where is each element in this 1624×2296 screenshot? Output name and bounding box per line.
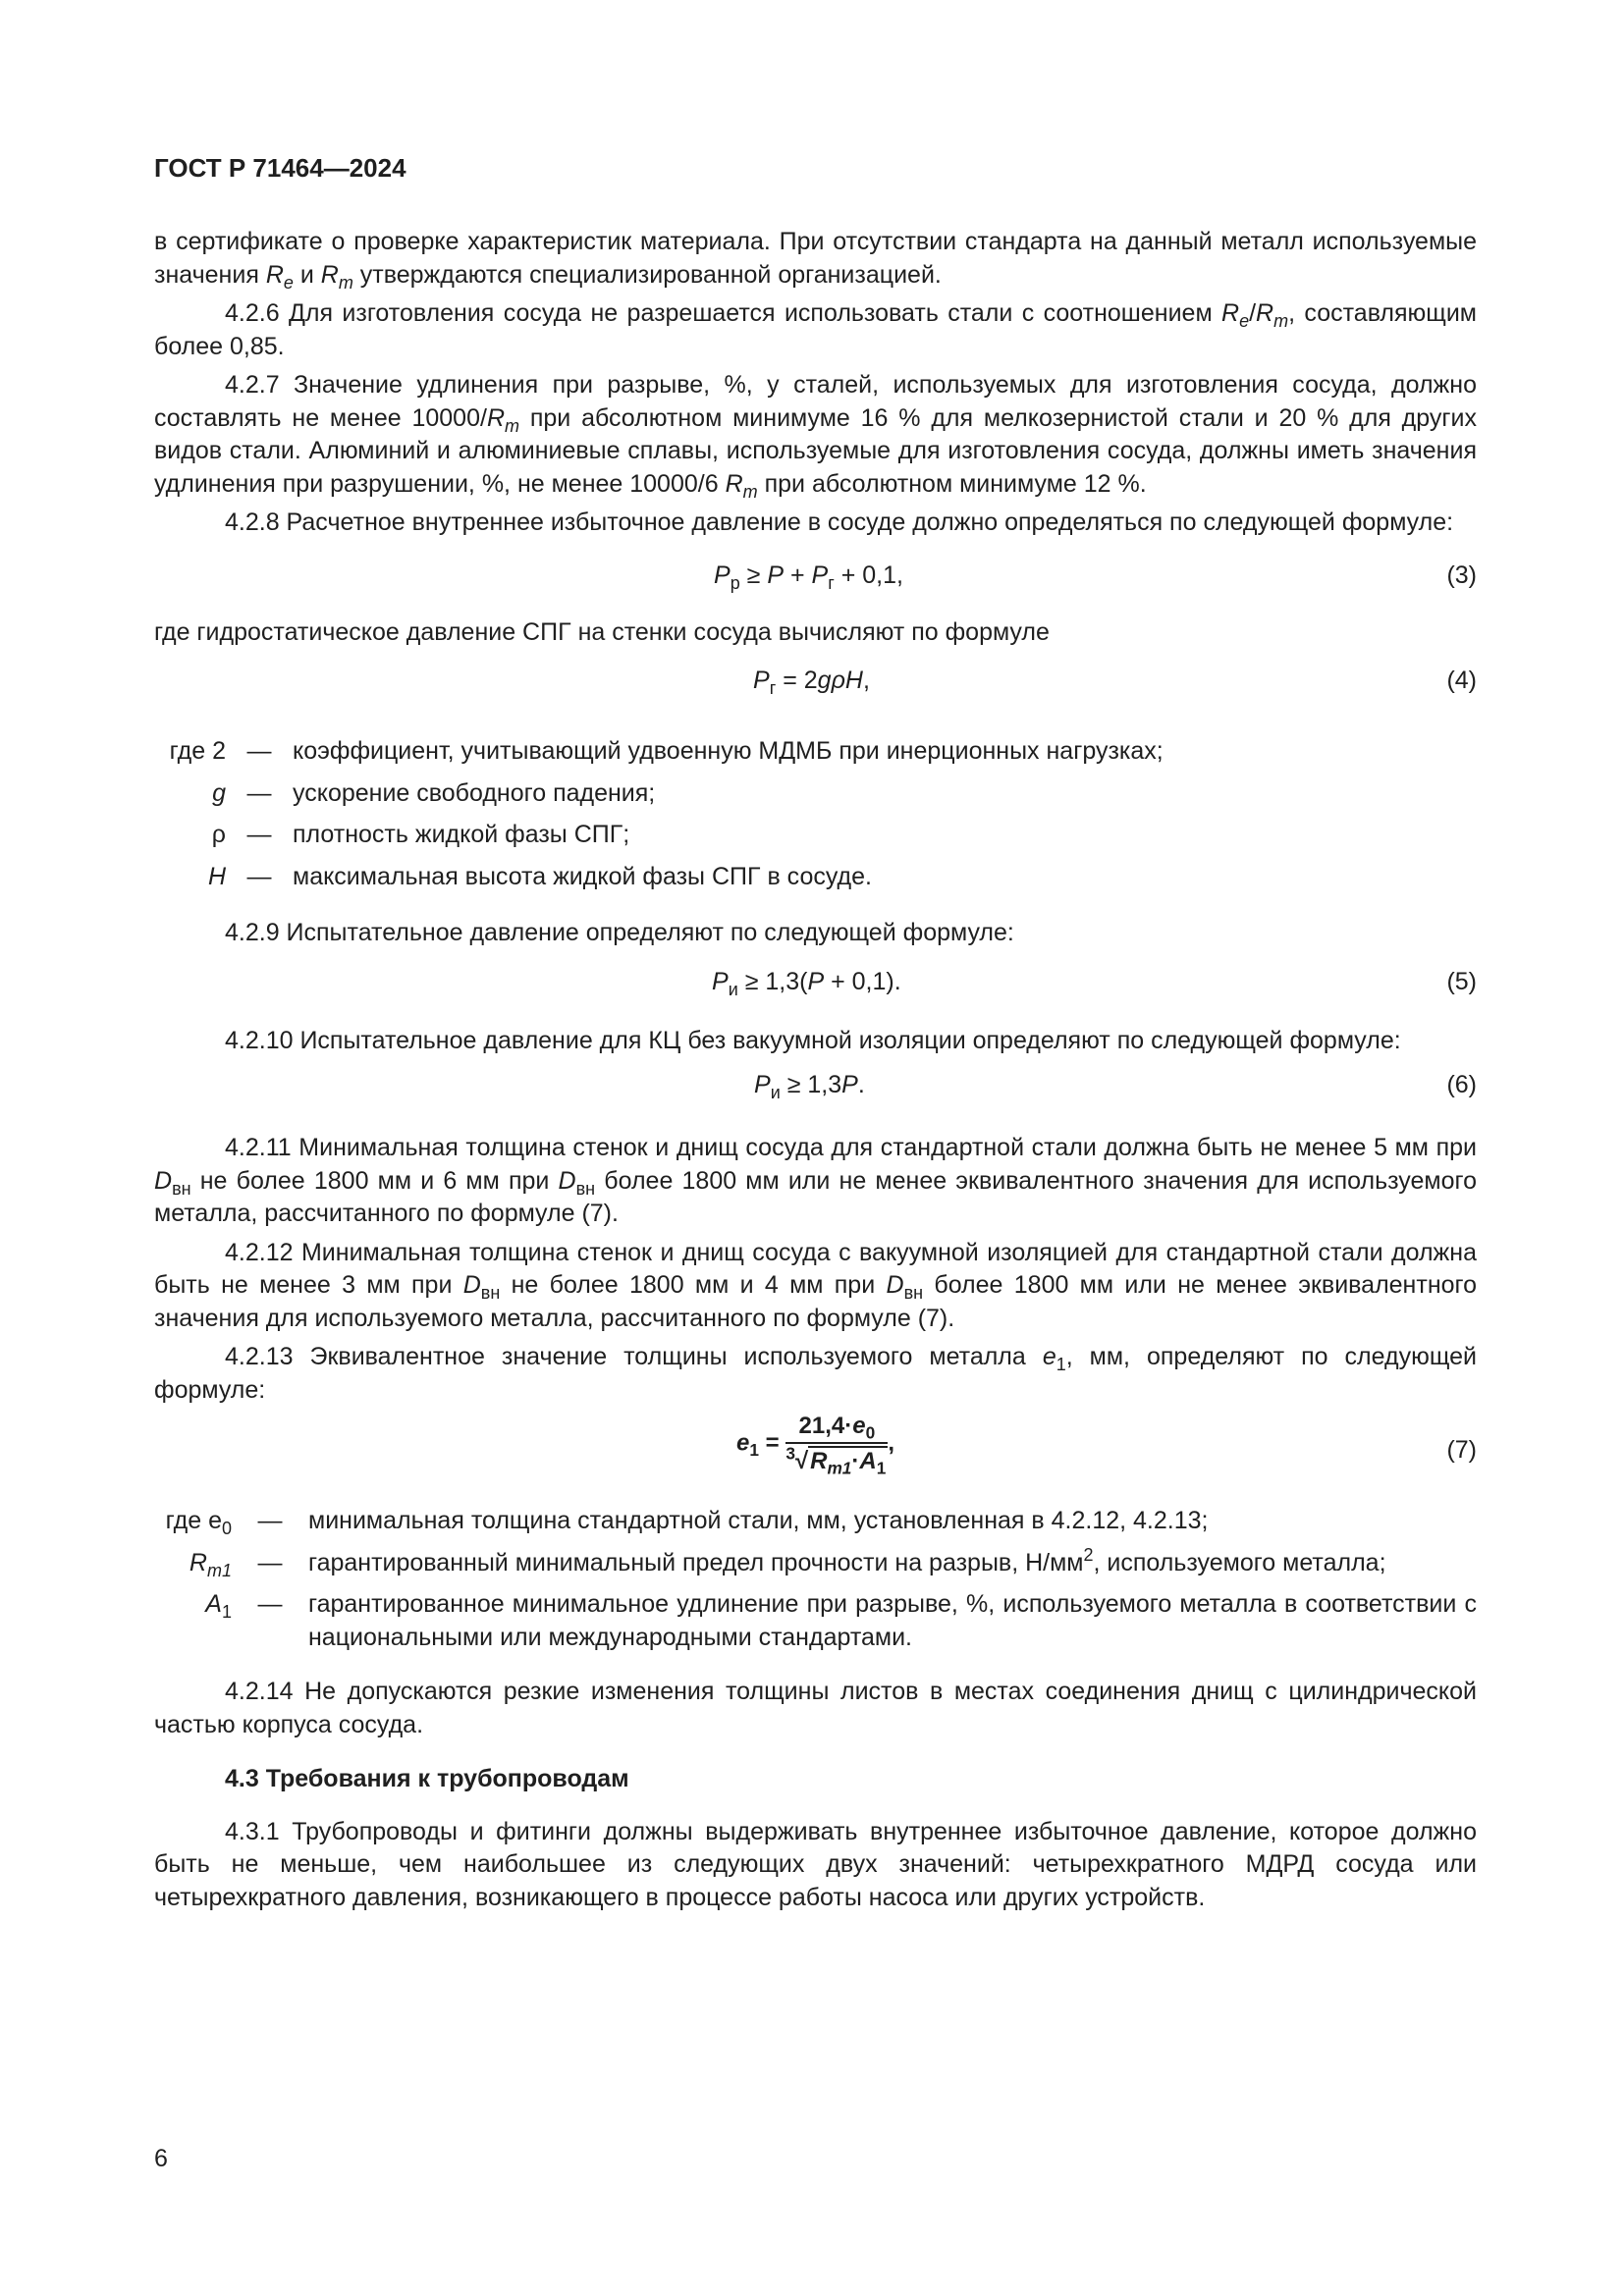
definition-item: ρ — плотность жидкой фазы СПГ; — [211, 821, 630, 848]
definitions-list-2 — [139, 1505, 1477, 1654]
formula-6 — [154, 1059, 1477, 1118]
formula-6-number: (6) — [1446, 1071, 1477, 1098]
section-heading-4-3: 4.3 Требования к трубопроводам — [225, 1765, 629, 1792]
formula-5-number: (5) — [1446, 967, 1477, 995]
formula-7 — [154, 1411, 1477, 1499]
formula-6-expression: $P_и \ge 1,3P$. — [754, 1071, 865, 1102]
definition-item: где $e_0$ — минимальная толщина стандартной стали, мм, установленная в 4.2.12, 4.2.13; — [165, 1507, 1209, 1538]
paragraph-4-2-14: 4.2.14 Не допускаются резкие изменения толщины листов в местах соединения днищ с цилиндрической частью корпуса сосуда. — [154, 1678, 1477, 1738]
paragraph-4-2-11: 4.2.11 Минимальная толщина стенок и днищ сосуда для стандартной стали должна быть не менее 5 мм при $D_{вн}$ не более 1800 мм и 6 мм при $D_{вн}$ более 1800 мм или не менее эквивалентного значения для используемого металла, рассчитанного по формуле (7). — [154, 1134, 1477, 1227]
paragraph-4-2-6: 4.2.6 Для изготовления сосуда не разрешается использовать стали с соотношением $R_e/R_m$, составляющим более 0,85. — [154, 299, 1477, 360]
definition-item: $R_{m1}$ — гарантированный минимальный предел прочности на разрыв, $Н/мм^2$, используемого металла; — [189, 1544, 1386, 1580]
page-number: 6 — [154, 2145, 168, 2172]
formula-7-number: (7) — [1446, 1436, 1477, 1464]
paragraph-4-2-9: 4.2.9 Испытательное давление определяют по следующей формуле: — [225, 919, 1014, 946]
formula-4-expression: $P_г = 2g\rho H$, — [753, 667, 870, 698]
paragraph-4-2-7: 4.2.7 Значение удлинения при разрыве, %, у сталей, используемых для изготовления сосуда, должно составлять не менее $10000/R_m$ при абсолютном минимуме 16 % для мелкозернистой стали и 20 % для других видов стали. Алюминий и алюминиевые сплавы, используемые для изготовления сосуда, должны иметь значения удлинения при разрушении, %, не менее 10000/6 $R_m$ при абсолютном минимуме 12 %. — [154, 371, 1477, 502]
paragraph-4-2-13: 4.2.13 Эквивалентное значение толщины используемого металла $e_1$, мм, определяют по следующей формуле: — [154, 1343, 1477, 1404]
definition-item: где 2 — коэффициент, учитывающий удвоенную МДМБ при инерционных нагрузках; — [169, 737, 1164, 765]
formula-3 — [154, 550, 1477, 609]
definitions-list-1 — [139, 735, 1477, 893]
paragraph-4-2-8: 4.2.8 Расчетное внутреннее избыточное давление в сосуде должно определяться по следующей формуле: — [225, 508, 1454, 536]
formula-3-number: (3) — [1446, 561, 1477, 589]
formula-4 — [154, 655, 1477, 714]
definition-item: g — ускорение свободного падения; — [212, 778, 656, 807]
paragraph-4-3-1: 4.3.1 Трубопроводы и фитинги должны выдерживать внутреннее избыточное давление, которое должно быть не меньше, чем наибольшее из следующих двух значений: четырехкратного МДРД сосуда или четырехкратного давления, возникающего в процессе работы насоса или других устройств. — [154, 1817, 1477, 1911]
formula-5-expression: $P_и \ge 1,3(P + 0,1)$. — [712, 967, 901, 999]
formula-7-fraction: $\frac{21,4\cdot e_0}{^3√R_{m1}\cdot A_1}$ — [785, 1413, 887, 1478]
definition-item: H — максимальная высота жидкой фазы СПГ в сосуде. — [207, 862, 872, 890]
document-header: ГОСТ Р 71464—2024 — [154, 153, 406, 183]
formula-7-expression: $e_1$ = $\frac{21,4\cdot e_0}{^3√R_{m1}\cdot A_1}$ , — [736, 1413, 895, 1478]
paragraph-4-2-10: 4.2.10 Испытательное давление для КЦ без вакуумной изоляции определяют по следующей формуле: — [225, 1026, 1401, 1054]
document-body — [154, 226, 1477, 1914]
paragraph-where-hydrostatic: где гидростатическое давление СПГ на стенки сосуда вычисляют по формуле — [154, 617, 1050, 646]
formula-3-expression: $P_р \ge P + P_г + 0,1$, — [714, 561, 903, 593]
paragraph-4-2-12: 4.2.12 Минимальная толщина стенок и днищ сосуда с вакуумной изоляцией для стандартной стали должна быть не менее 3 мм при $D_{вн}$ не более 1800 мм и 4 мм при $D_{вн}$ более 1800 мм или не менее эквивалентного значения для используемого металла, рассчитанного по формуле (7). — [154, 1238, 1477, 1332]
definition-item: $A_1$ — гарантированное минимальное удлинение при разрыве, %, используемого металла в соответствии с национальными или международными стандартами. — [205, 1590, 1477, 1651]
paragraph-continuation: в сертификате о проверке характеристик материала. При отсутствии стандарта на данный металл используемые значения $R_e$ и $R_m$ утверждаются специализированной организацией. — [154, 228, 1477, 293]
formula-4-number: (4) — [1446, 667, 1477, 694]
formula-5 — [154, 956, 1477, 1015]
